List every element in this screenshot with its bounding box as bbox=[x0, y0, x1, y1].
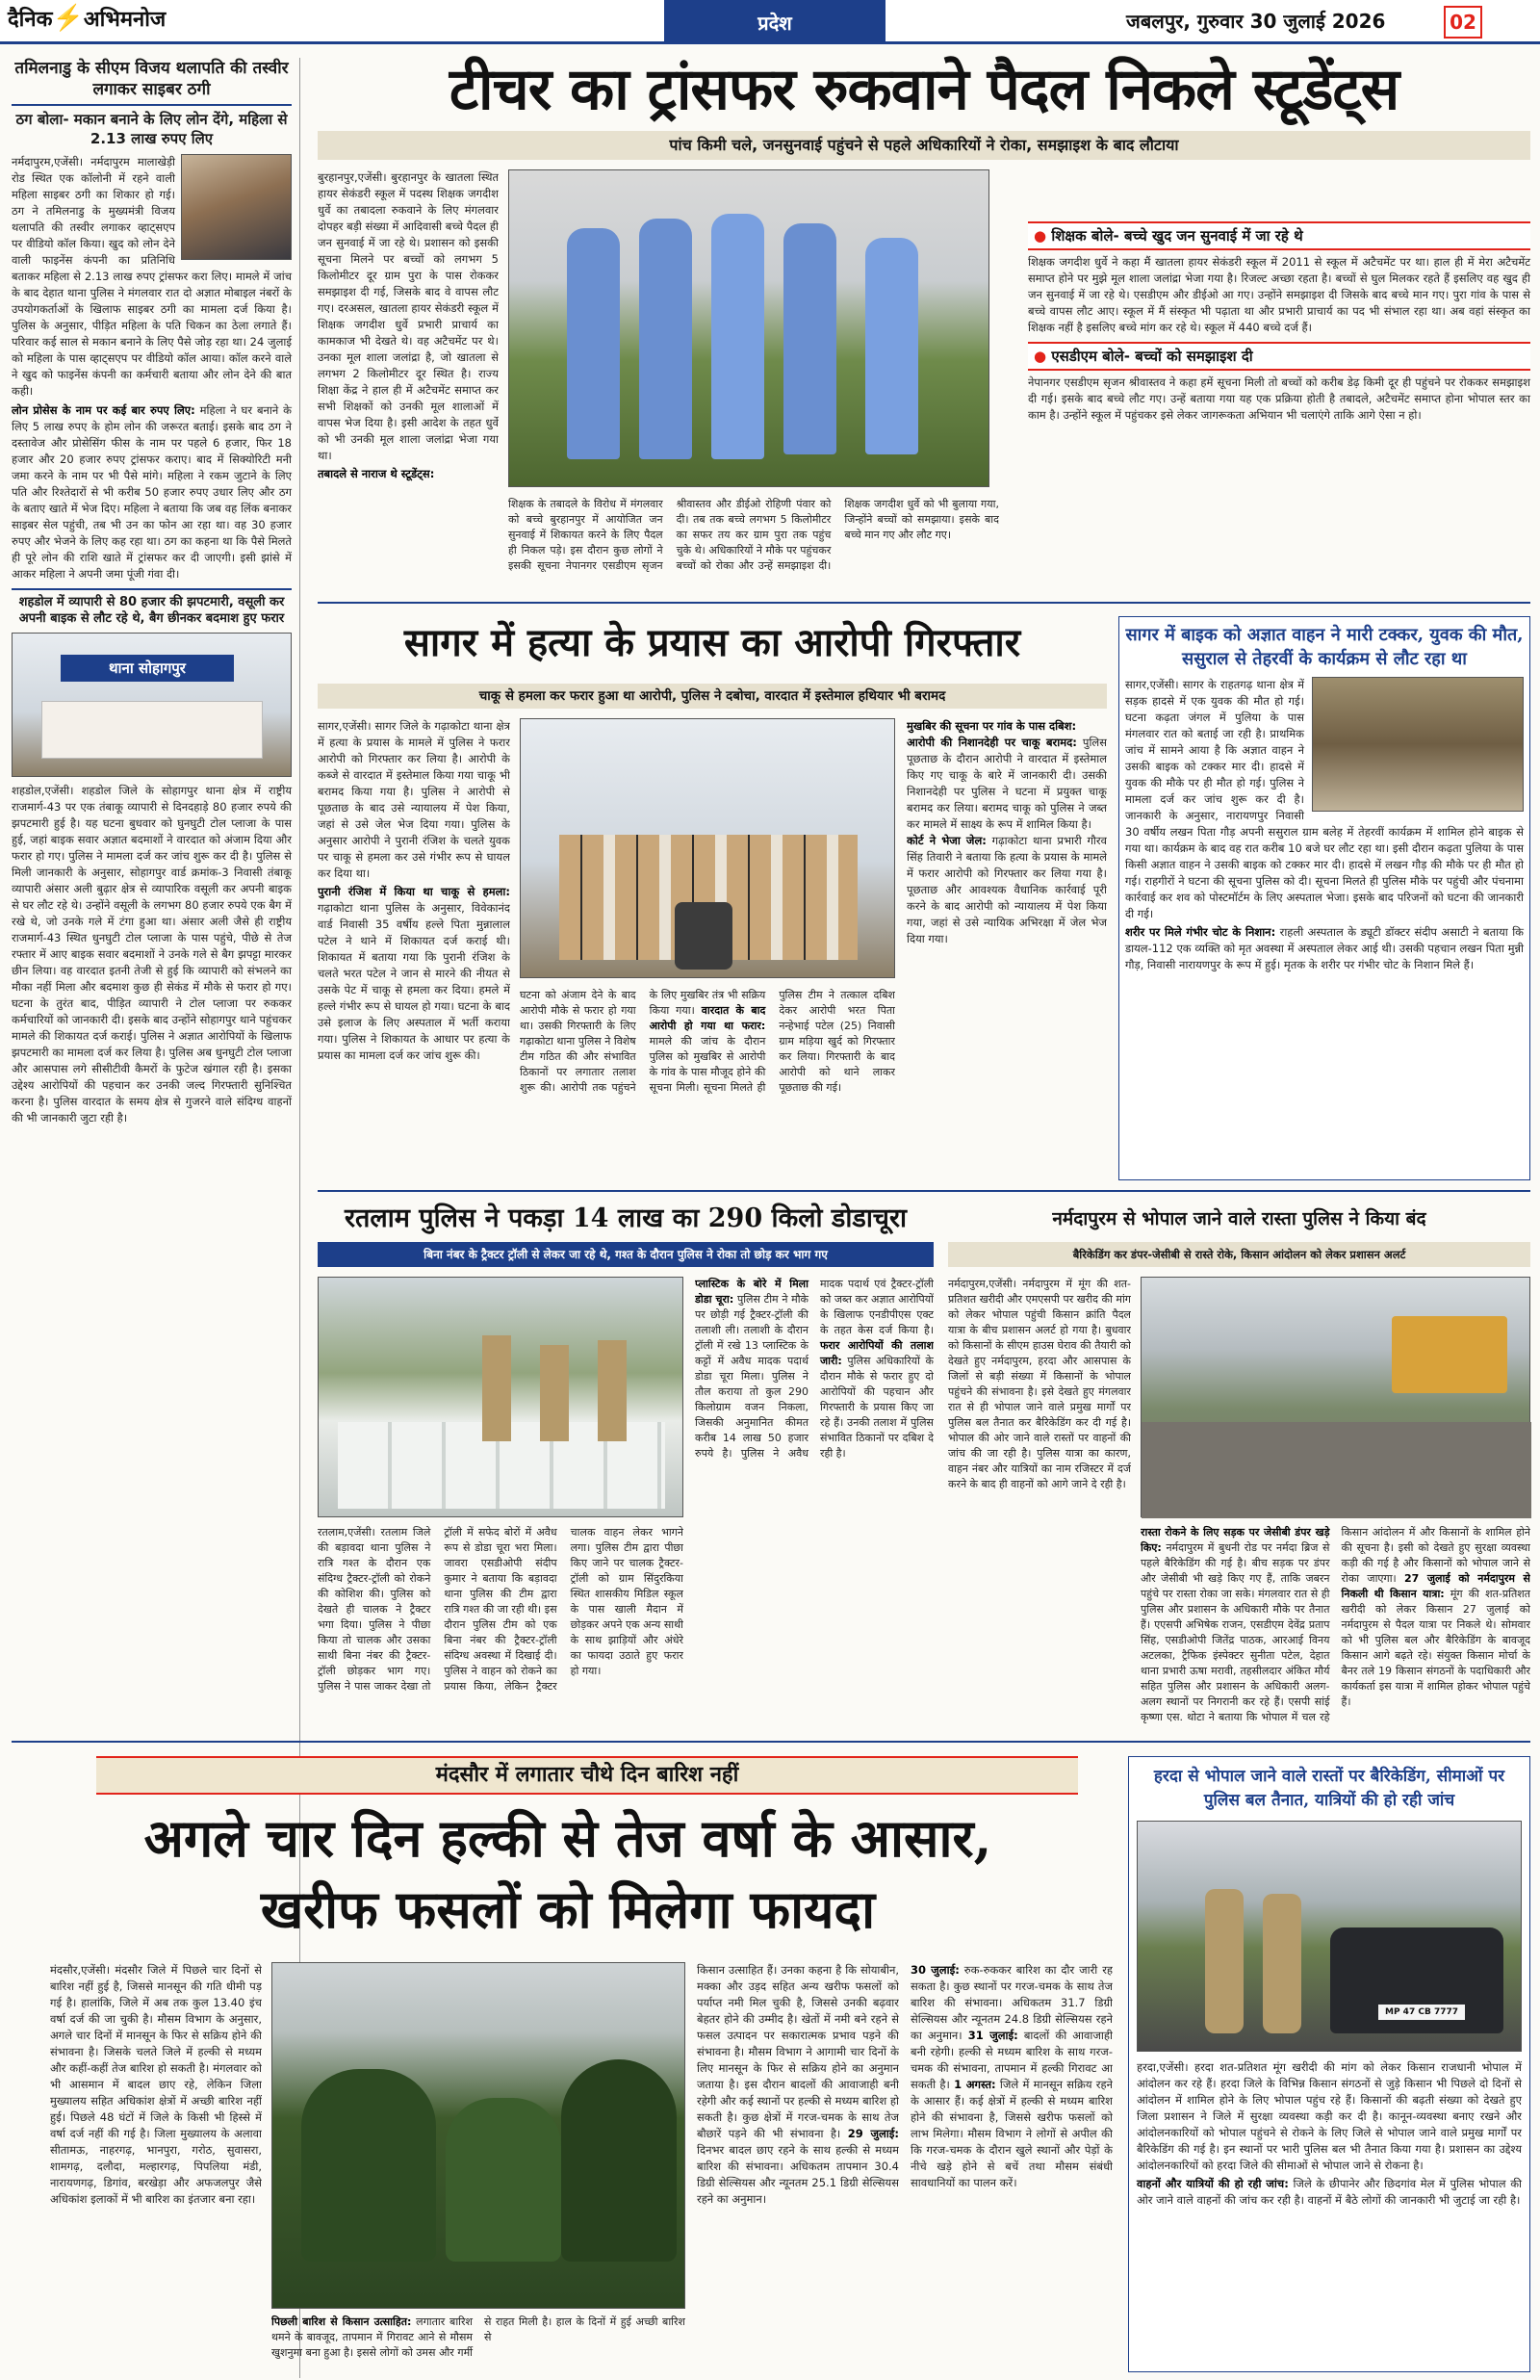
second-story-headline: शहडोल में व्यापारी से 80 हजार की झपटमारी, वसूली कर अपनी बाइक से लौट रहे थे, बैग छीनकर बदमाश हुए फरार bbox=[12, 588, 292, 627]
second-story-body: शहडोल,एजेंसी। शहडोल जिले के सोहागपुर थाना क्षेत्र में राष्ट्रीय राजमार्ग-43 पर एक तंबाकू व्यापारी से दिनदहाड़े 80 हजार रुपये की झपटमारी हुई है। यह घटना बुधवार को घुनघुटी टोल प्लाजा के पास हुई, जहां बाइक सवार अज्ञात बदमाशों ने वारदात को अंजाम दिया और फरार हो गए। पुलिस ने मामला दर्ज कर जांच शुरू कर दी है। पुलिस से मिली जानकारी के अनुसार, सोहागपुर वार्ड क्रमांक-3 निवासी तंबाकू व्यापारी अंसार अली बुढ़ार क्षेत्र से व्यापारिक वसूली कर अपनी बाइक से घर लौट रहे थे। उन्होंने वसूली के लगभग 80 हजार रुपये एक बैग में रखे थे, जो उनके गले में टंगा हुआ था। अंसार अली जैसे ही राष्ट्रीय राजमार्ग-43 स्थित धुनघुटी टोल प्लाजा के पास पहुंचे, पीछे से तेज रफ्तार में आए बाइक सवार बदमाशों ने उनके गले से बैग झपट्टा मारकर छीन लिया। वह वारदात इतनी तेजी से हुई कि व्यापारी को संभलने का मौका नहीं मिला और बदमाश कुछ ही सेकंड में मौके से फरार हो गए। घटना के तुरंत बाद, पीड़ित व्यापारी ने टोल प्लाजा पर रुककर कर्मचारियों को जानकारी दी। इसके बाद उन्होंने सोहागपुर थाने पहुंचकर मामले की शिकायत दर्ज कराई। पुलिस ने अज्ञात आरोपियों के खिलाफ झपटमारी का मामला दर्ज कर लिया है। पुलिस अब धुनघुटी टोल प्लाजा और आसपास लगे सीसीटीवी कैमरों के फुटेज खंगाल रही है। इसका उद्देश्य आरोपियों की पहचान कर उनकी जल्द गिरफ्तारी सुनिश्चित करना है। पुलिस वारदात के समय क्षेत्र से गुजरने वाले संदिग्ध वाहनों की भी जानकारी जुटा रही है। bbox=[12, 784, 292, 1125]
accident-box: सागर में बाइक को अज्ञात वाहन ने मारी टक्कर, युवक की मौत, ससुराल से तेहरवीं के कार्यक्रम से लौट रहा था सागर,एजेंसी। सागर के राहतगढ़ थाना क्षेत्र में सड़क हादसे में एक युवक की मौत हो गई। घटना कढ़ता जंगल में पुलिया के पास मंगलवार रात को बताई जा रही है। प्राथमिक जांच में सामने आया है कि अज्ञात वाहन ने उसकी बाइक को टक्कर मार दी। हादसे में युवक की मौके पर ही मौत हो गई। पुलिस ने मामला दर्ज कर जांच शुरू कर दी है। जानकारी के अनुसार, नारायणपुर निवासी 30 वर्षीय लखन पिता गौड़ अपनी ससुराल ग्राम बलेह में तेहरवीं कार्यक्रम में शामिल होने बाइक से गया था। कार्यक्रम के बाद वह रात करीब 10 बजे घर लौट रहा था। इसी दौरान कढ़ता पुलिया के पास किसी अज्ञात वाहन ने उसकी बाइक को टक्कर मार दी। हादसे में लखन गौड़ की मौके पर ही मौत हो गई। राहगीरों ने घटना की सूचना पुलिस को दी। सूचना मिलते ही पुलिस मौके पर पहुंची और पंचनामा कार्रवाई कर शव को पोस्टमॉर्टम के लिए अस्पताल भेजा। इसके बाद परिजनों को घटना की जानकारी दी गई। शरीर पर मिले गंभीर चोट के निशान: राहली अस्पताल के ड्यूटी डॉक्टर संदीप असाटी ने बताया कि डायल-112 एक व्यक्ति को मृत अवस्था में अस्पताल लेकर आई थी। उसकी पहचान लखन पिता मुन्नी गौड़, निवासी नारायणपुर के रूप में हुई। मृतक के शरीर पर गंभीर चोट के निशान मिले हैं। bbox=[1118, 616, 1530, 1180]
lightning-bolt-icon: ⚡ bbox=[52, 4, 84, 33]
police-station-photo bbox=[12, 633, 292, 777]
newspaper-logo[interactable]: दैनिक⚡अभिमनोज bbox=[8, 4, 167, 33]
sagar-column-right: मुखबिर की सूचना पर गांव के पास दबिश: आरोपी की निशानदेही पर चाकू बरामद: पुलिस पूछताछ के दौरान आरोपी ने वारदात में इस्तेमाल किए गए चाकू के बारे में जानकारी दी। उसकी निशानदेही पर पुलिस ने घटना में प्रयुक्त चाकू बरामद कर लिया। बरामद चाकू को पुलिस ने जब्त कर मामले में साक्ष्य के रूप में शामिल किया है। कोर्ट ने भेजा जेल: गढ़ाकोटा थाना प्रभारी गौरव सिंह तिवारी ने बताया कि हत्या के प्रयास के मामले में फरार आरोपी को गिरफ्तार कर लिया गया है। पूछताछ और आवश्यक वैधानिक कार्रवाई पूरी करने के बाद आरोपी को न्यायालय में पेश किया गया, जहां से उसे न्यायिक अभिरक्षा में जेल भेज दिया गया। bbox=[907, 719, 1107, 945]
accident-photo bbox=[1312, 677, 1524, 812]
narmadapuram-body-area bbox=[948, 1277, 1530, 1729]
ratlam-headline: रतलाम पुलिस ने पकड़ा 14 लाख का 290 किलो डोडाचूरा bbox=[345, 1203, 907, 1233]
mandsaur-headline-1: अगले चार दिन हल्की से तेज वर्षा के आसार, bbox=[143, 1807, 992, 1869]
dateline: जबलपुर, गुरुवार 30 जुलाई 2026 bbox=[1126, 10, 1386, 33]
top-story-strap: पांच किमी चले, जनसुनवाई पहुंचने से पहले अधिकारियों ने रोका, समझाइश के बाद लौटाया bbox=[318, 131, 1530, 160]
sdm-says-body: नेपानगर एसडीएम सृजन श्रीवास्तव ने कहा हमें सूचना मिली तो बच्चों को करीब डेढ़ किमी दूर ही पहुंचने पर रोककर समझाइश दी गई। इसके बाद बच्चे लौट गए। उन्हें बताया गया यह एक प्रक्रिया होती है तबादले, अटैचमेंट समाप्त होना भोपाल स्तर का काम है। उन्होंने स्कूल में पहुंचकर इसे लेकर जागरूकता अभियान भी चलाएंगे ताकि आगे ऐसा न हो। bbox=[1028, 375, 1530, 422]
accident-headline: सागर में बाइक को अज्ञात वाहन ने मारी टक्कर, युवक की मौत, ससुराल से तेहरवीं के कार्यक्रम से लौट रहा था bbox=[1125, 625, 1524, 669]
sagar-column-1: सागर,एजेंसी। सागर जिले के गढ़ाकोटा थाना क्षेत्र में हत्या के प्रयास के मामले में पुलिस ने फरार आरोपी को गिरफ्तार कर लिया है। आरोपी के कब्जे से वारदात में इस्तेमाल किया गया चाकू भी बरामद किया गया है। पुलिस ने आरोपी से पूछताछ के बाद उसे न्यायालय में पेश किया, जहां से उसे जेल भेज दिया गया। पुलिस के अनुसार आरोपी ने पुरानी रंजिश के चलते युवक पर चाकू से हमला कर उसे गंभीर रूप से घायल कर दिया था। पुरानी रंजिश में किया था चाकू से हमला: गढ़ाकोटा थाना पुलिस के अनुसार, विवेकानंद वार्ड निवासी 35 वर्षीय हल्ले पिता मुन्नालाल पटेल ने थाने में शिकायत दर्ज कराई थी। शिकायत में बताया गया कि पुरानी रंजिश के चलते भरत पटेल ने जान से मारने की नीयत से उसके पेट में चाकू से हमला कर दिया। हमले में हल्ले गंभीर रूप से घायल हो गया। घटना के बाद उसे इलाज के लिए अस्पताल में भर्ती कराया गया। पुलिस ने शिकायत के आधार पर हत्या के प्रयास का मामला दर्ज कर जांच शुरू की। bbox=[318, 719, 510, 1062]
seized-sacks-photo bbox=[318, 1277, 683, 1517]
mandsaur-caption: पिछली बारिश से किसान उत्साहित: लगातार बारिश थमने के बावजूद, तापमान में गिरावट आने से मौसम खुशनुमा बना हुआ है। इससे लोगों को उमस और गर्मी से राहत मिली है। हाल के दिनों में हुई अच्छी बारिश से bbox=[271, 2315, 685, 2359]
number-plate: MP 47 CB 7777 bbox=[1378, 2005, 1465, 2020]
sagar-body-area bbox=[318, 718, 1107, 1180]
top-story-body: बुरहानपुर,एजेंसी। बुरहानपुर के खातला स्थित हायर सेकंडरी स्कूल में पदस्थ शिक्षक जगदीश धुर्वे का तबादला रुकवाने के लिए मंगलवार दोपहर बड़ी संख्या में आदिवासी बच्चे पैदल ही जन सुनवाई में जा रहे थे। प्रशासन को इसकी सूचना मिलने पर बच्चों को लगभग 5 किलोमीटर दूर ग्राम पुरा के पास रोककर समझाइश दी गई, जिसके बाद वे वापस लौट गए। दरअसल, खातला हायर सेकंडरी स्कूल में शिक्षक जगदीश धुर्वे प्रभारी प्राचार्य का कामकाज भी देखते थे। वह अटैचमेंट पर थे। उनका मूल शाला जलांद्रा है, जो खातला से लगभग 2 किलोमीटर दूर स्थित है। राज्य शिक्षा केंद्र ने हाल ही में अटैचमेंट समाप्त कर सभी शिक्षकों को उनकी मूल शालाओं में वापस भेज दिया है। इसी आदेश के तहत धुर्वे को भी उनकी मूल शाला जलांद्रा भेजा गया था। bbox=[318, 170, 499, 462]
vehicle-check-photo bbox=[1137, 1821, 1522, 2052]
station-board: थाना सोहागपुर bbox=[61, 655, 234, 682]
harda-body-2: जिले के छीपानेर और छिदगांव मेल में पुलिस भोपाल की ओर जाने वाले वाहनों की जांच कर रही है। वाहनों में बैठे लोगों की जानकारी भी जुटाई जा रही है। bbox=[1137, 2177, 1523, 2207]
narmadapuram-columns-right: रास्ता रोकने के लिए सड़क पर जेसीबी डंपर खड़े किए: नर्मदापुरम में बुधनी रोड पर नर्मदा ब्रिज से पहले बैरिकेडिंग की गई है। बीच सड़क पर डंपर और जेसीबी भी खड़े किए गए हैं, ताकि जबरन पहुंचे पर रास्ता रोका जा सके। मंगलवार रात से ही पुलिस और प्रशासन के अधिकारी मौके पर तैनात हैं। एएसपी अभिषेक राजन, एसडीएम देवेंद्र प्रताप सिंह, एसडीओपी जितेंद्र पाठक, आरआई विनय अटलका, ट्रैफिक इंस्पेक्टर सुनीता पटेल, देहात थाना प्रभारी ऊषा मरावी, तहसीलदार अंकित मौर्य सहित पुलिस और प्रशासन के अधिकारी अलग-अलग स्थानों पर निगरानी कर रहे हैं। एसपी सांई कृष्णा एस. थोटा ने बताया कि भोपाल में चल रहे किसान आंदोलन में और किसानों के शामिल होने की सूचना है। इसी को देखते हुए सुरक्षा व्यवस्था कड़ी की गई है और किसानों को भोपाल जाने से रोका जाएगा। 27 जुलाई को नर्मदापुरम से निकली थी किसान यात्रा: मूंग की शत-प्रतिशत खरीदी को लेकर किसान 27 जुलाई को नर्मदापुरम से पैदल यात्रा पर निकले थे। सोमवार को भी पुलिस बल और बैरिकेडिंग के बावजूद किसान आगे बढ़ते रहे। संयुक्त किसान मोर्चा के बैनर तले 19 किसान संगठनों के पदाधिकारी और कार्यकर्ता इस यात्रा में शामिल होकर भोपाल पहुंचे हैं। bbox=[1141, 1526, 1530, 1723]
mandsaur-headline-2: खरीफ फसलों को मिलेगा फायदा bbox=[260, 1878, 876, 1940]
top-story-continuation: शिक्षक के तबादले के विरोध में मंगलवार को बच्चे बुरहानपुर में आयोजित जन सुनवाई में शिकायत करने के लिए पैदल ही निकल पड़े। इस दौरान कुछ लोगों ने इसकी सूचना नेपानगर एसडीएम सृजन श्रीवास्तव और डीईओ रोहिणी पंवार को दी। तब तक बच्चे लगभग 5 किलोमीटर का सफर तय कर ग्राम पुरा तक पहुंच चुके थे। अधिकारियों ने मौके पर पहुंचकर बच्चों को रोका और उन्हें समझाइश दी। शिक्षक जगदीश धुर्वे को भी बुलाया गया, जिन्होंने बच्चों को समझाया। इसके बाद बच्चे मान गए और लौट गए। bbox=[508, 498, 999, 572]
police-barricade-photo bbox=[1141, 1277, 1530, 1517]
divider bbox=[318, 602, 1530, 604]
cloudy-trees-photo bbox=[271, 1962, 685, 2309]
mandsaur-column-3: किसान उत्साहित हैं। उनका कहना है कि सोयाबीन, मक्का और उड़द सहित अन्य खरीफ फसलों को पर्याप्त नमी मिल चुकी है, जिससे उनकी बढ़वार बेहतर होने की उम्मीद है। खेतों में नमी बने रहने से फसल उत्पादन पर सकारात्मक प्रभाव पड़ने की संभावना है। मौसम विभाग ने आगामी चार दिनों के लिए मानसून के फिर से सक्रिय होने का अनुमान जताया है। इस दौरान बादलों की आवाजाही बनी रहेगी और कई स्थानों पर हल्की से मध्यम बारिश हो सकती है। कुछ क्षेत्रों में गरज-चमक के साथ तेज बौछारें पड़ने की भी संभावना है। 29 जुलाई: दिनभर बादल छाए रहने के साथ हल्की से मध्यम बारिश की संभावना। अधिकतम तापमान 30.4 डिग्री सेल्सियस और न्यूनतम 25.1 डिग्री सेल्सियस रहने का अनुमान। bbox=[697, 1963, 899, 2206]
bullet-icon: ● bbox=[1034, 227, 1047, 245]
harda-body: हरदा,एजेंसी। हरदा शत-प्रतिशत मूंग खरीदी की मांग को लेकर किसान राजधानी भोपाल में आंदोलन कर रहे हैं। हरदा जिले के विभिन्न किसान संगठनों से जुड़े किसान भी पिछले दो दिनों से आंदोलन में शामिल होने के लिए भोपाल पहुंच रहे हैं। किसानों की बढ़ती संख्या को देखते हुए जिला प्रशासन ने जिले में सुरक्षा व्यवस्था कड़ी कर दी है। कानून-व्यवस्था बनाए रखने और आंदोलनकारियों को भोपाल पहुंचने से रोकने के लिए जिले से भोपाल जाने वाले प्रमुख मार्गों पर बैरिकेडिंग की गई है। इन स्थानों पर भारी पुलिस बल भी तैनात किया गया है। प्रशासन का उद्देश्य आंदोलनकारियों को हरदा जिले की सीमाओं से भोपाल जाने से रोकना है। bbox=[1137, 2060, 1522, 2172]
left-story-body: नर्मदापुरम,एजेंसी। नर्मदापुरम मालाखेड़ी रोड स्थित एक कॉलोनी में रहने वाली महिला साइबर ठगी का शिकार हो गई। ठग ने तमिलनाडु के मुख्यमंत्री विजय थलापति की तस्वीर लगाकर व्हाट्सएप पर वीडियो कॉल किया। खुद को लोन देने वाली फाइनेंस कंपनी का प्रतिनिधि बताकर महिला से 2.13 लाख रुपए ट्रांसफर करा लिए। मामले में जांच के बाद देहात थाना पुलिस ने मंगलवार रात दो अज्ञात मोबाइल नंबरों के उपयोगकर्ताओं के खिलाफ साइबर ठगी का मामला दर्ज किया है। पुलिस के अनुसार, पीड़ित महिला के पति चिकन का ठेला लगाते हैं। परिवार कई साल से मकान बनाने के लिए पैसे जोड़ रहा था। 24 जुलाई को महिला के पास व्हाट्सएप पर वीडियो कॉल आया। कॉल करने वाले ने खुद को फाइनेंस कंपनी का कर्मचारी बताया और लोन देने की बात कही। bbox=[12, 155, 292, 398]
mandsaur-column-4: 30 जुलाई: रुक-रुककर बारिश का दौर जारी रह सकता है। कुछ स्थानों पर गरज-चमक के साथ तेज बारिश की संभावना। अधिकतम 31.7 डिग्री सेल्सियस और न्यूनतम 24.8 डिग्री सेल्सियस रहने का अनुमान। 31 जुलाई: बादलों की आवाजाही बनी रहेगी। हल्की से मध्यम बारिश के साथ गरज-चमक की संभावना, तापमान में हल्की गिरावट आ सकती है। 1 अगस्त: जिले में मानसून सक्रिय रहने के आसार हैं। कई क्षेत्रों में हल्की से मध्यम बारिश होने की संभावना है, जिससे खरीफ फसलों को लाभ मिलेगा। मौसम विभाग ने लोगों से अपील की कि गरज-चमक के दौरान खुले स्थानों और पेड़ों के नीचे खड़े होने से बचें तथा मौसम संबंधी सावधानियों का पालन करें। bbox=[911, 1963, 1113, 2189]
ratlam-columns-left: रतलाम,एजेंसी। रतलाम जिले की बड़ावदा थाना पुलिस ने रात्रि गश्त के दौरान एक संदिग्ध ट्रैक्टर-ट्रॉली को रोकने की कोशिश की। पुलिस को देखते ही चालक ने ट्रैक्टर भगा दिया। पुलिस ने पीछा किया तो चालक और उसका साथी बिना नंबर की ट्रैक्टर-ट्रॉली छोड़कर भाग गए। पुलिस ने पास जाकर देखा तो ट्रॉली में सफेद बोरों में अवैध रूप से डोडा चूरा भरा मिला। जावरा एसडीओपी संदीप कुमार ने बताया कि बड़ावदा थाना पुलिस की टीम द्वारा रात्रि गश्त की जा रही थी। इस दौरान पुलिस टीम को एक बिना नंबर की ट्रैक्टर-ट्रॉली संदिग्ध अवस्था में दिखाई दी। पुलिस ने वाहन को रोकने का प्रयास किया, लेकिन ट्रैक्टर चालक वाहन लेकर भागने लगा। पुलिस टीम द्वारा पीछा किए जाने पर चालक ट्रैक्टर-ट्रॉली को ग्राम सिंदुरकिया स्थित शासकीय मिडिल स्कूल के पास खाली मैदान में छोड़कर अपने एक अन्य साथी के साथ झाड़ियों और अंधेरे का फायदा उठाते हुए फरार हो गया। bbox=[318, 1526, 683, 1693]
page-number: 02 bbox=[1444, 6, 1482, 39]
left-story-subhead: लोन प्रोसेस के नाम पर कई बार रुपए लिए: bbox=[12, 403, 195, 417]
ratlam-body-area bbox=[318, 1277, 934, 1729]
mandsaur-body-area bbox=[19, 1953, 1116, 2376]
bullet-icon: ● bbox=[1034, 348, 1047, 365]
harda-box bbox=[1128, 1756, 1530, 2372]
top-story-column-1 bbox=[318, 169, 499, 593]
teacher-says-body: शिक्षक जगदीश धुर्वे ने कहा मैं खातला हायर सेकंडरी स्कूल में 2011 से स्कूल में अटैचमेंट पर था। हाल ही में मेरा अटैचमेंट समाप्त होने पर मुझे मूल शाला जलांद्रा भेजा गया है। रिजल्ट अच्छा रहता है। बच्चों से घुल मिलकर रहते हैं इसलिए वह खुद ही जन सुनवाई में जा रहे थे। एसडीएम और डीईओ आ गए। उन्होंने समझाइश दी जिसके बाद बच्चे मान गए। पुरा गांव के पास से बच्चे वापस लौट आए। स्कूल में मैं संस्कृत भी पढ़ाता था और प्रभारी प्राचार्य का पद भी संभाल रहा था। अब वहां संस्कृत का शिक्षक नहीं है इसलिए बच्चे मांग कर रहे थे। स्कूल में 440 बच्चे दर्ज हैं। bbox=[1028, 255, 1530, 334]
sdm-says-heading: ● एसडीएम बोले- बच्चों को समझाइश दी bbox=[1028, 342, 1530, 371]
sagar-headline: सागर में हत्या के प्रयास का आरोपी गिरफ्तार bbox=[403, 620, 1021, 665]
left-story-subheadline: ठग बोला- मकान बनाने के लिए लोन देंगे, महिला से 2.13 लाख रुपए लिए bbox=[15, 111, 288, 147]
divider bbox=[318, 1190, 1530, 1192]
section-label: प्रदेश bbox=[664, 0, 886, 44]
top-story-headline: टीचर का ट्रांसफर रुकवाने पैदल निकले स्टूडेंट्स bbox=[449, 56, 1399, 123]
narmadapuram-headline: नर्मदापुरम से भोपाल जाने वाले रास्ता पुलिस ने किया बंद bbox=[1052, 1208, 1426, 1229]
top-story-sidebar bbox=[1028, 221, 1530, 591]
accident-body: सागर,एजेंसी। सागर के राहतगढ़ थाना क्षेत्र में सड़क हादसे में एक युवक की मौत हो गई। घटना कढ़ता जंगल में पुलिया के पास मंगलवार रात को बताई जा रही है। प्राथमिक जांच में सामने आया है कि अज्ञात वाहन ने उसकी बाइक को टक्कर मार दी। हादसे में युवक की मौके पर ही मौत हो गई। पुलिस ने मामला दर्ज कर जांच शुरू कर दी है। जानकारी के अनुसार, नारायणपुर निवासी 30 वर्षीय लखन पिता गौड़ अपनी ससुराल ग्राम बलेह में तेहरवीं कार्यक्रम में शामिल होने बाइक से गया था। कार्यक्रम के बाद वह रात करीब 10 बजे घर लौट रहा था। इसी दौरान कढ़ता पुलिया के पास किसी अज्ञात वाहन ने उसकी बाइक को टक्कर मार दी। हादसे में लखन गौड़ की मौके पर ही मौत हो गई। राहगीरों ने घटना की सूचना पुलिस को दी। सूचना मिलते ही पुलिस मौके पर पहुंची और पंचनामा कार्रवाई कर शव को पोस्टमॉर्टम के लिए अस्पताल भेजा। इसके बाद परिजनों को घटना की जानकारी दी गई। bbox=[1125, 678, 1524, 920]
sagar-columns-middle: घटना को अंजाम देने के बाद आरोपी मौके से फरार हो गया था। उसकी गिरफ्तारी के लिए गढ़ाकोटा थाना पुलिस ने विशेष टीम गठित की और संभावित ठिकानों पर लगातार तलाश शुरू की। आरोपी तक पहुंचने के लिए मुखबिर तंत्र भी सक्रिय किया गया। वारदात के बाद आरोपी हो गया था फरार: मामले की जांच के दौरान पुलिस को मुखबिर से आरोपी के गांव के पास मौजूद होने की सूचना मिली। सूचना मिलते ही पुलिस टीम ने तत्काल दबिश देकर आरोपी भरत पिता नन्हेभाई पटेल (25) निवासी ग्राम मड़िया खुर्द को गिरफ्तार कर लिया। गिरफ्तारी के बाद आरोपी को थाने लाकर पूछताछ की गई। bbox=[520, 989, 895, 1094]
left-story-body-2: महिला ने घर बनाने के लिए 5 लाख रुपए के होम लोन की जरूरत बताई। इसके बाद ठग ने दस्तावेज और प्रोसेसिंग फीस के नाम पर पहले 6 हजार, फिर 18 हजार और 20 हजार रुपए ट्रांसफर कराए। बाद में सिक्योरिटी मनी जमा करने के नाम पर भी पैसे मांगे। महिला ने रकम जुटाने के लिए पति और रिश्तेदारों से भी करीब 50 हजार रुपए उधार लिए और ठग के बताए खाते में भेज दिए। महिला ने बताया कि जब वह लिंक बनाकर साइबर सेल पहुंची, तब भी उन का फोन आ रहा था। वह 30 हजार रुपए और भेजने के लिए कह रहा था। ठग का कहना था कि पैसे मिलते ही पूरे लोन की राशि खाते में ट्रांसफर कर दी जाएगी। इसी झांसे में आकर महिला ने अपनी जमा पूंजी गंवा दी। bbox=[12, 403, 292, 581]
divider bbox=[12, 1741, 1530, 1743]
mandsaur-kicker: मंदसौर में लगातार चौथे दिन बारिश नहीं bbox=[435, 1762, 739, 1787]
woman-photo bbox=[181, 154, 292, 260]
left-story-headline: तमिलनाडु के सीएम विजय थलापति की तस्वीर लगाकर साइबर ठगी bbox=[12, 58, 292, 106]
ratlam-strap: बिना नंबर के ट्रैक्टर ट्रॉली से लेकर जा रहे थे, गश्त के दौरान पुलिस ने रोका तो छोड़ कर भाग गए bbox=[318, 1242, 934, 1267]
ratlam-columns-right: प्लास्टिक के बोरे में मिला डोडा चूरा: पुलिस टीम ने मौके पर छोड़ी गई ट्रैक्टर-ट्रॉली की तलाशी ली। तलाशी के दौरान ट्रॉली में रखे 13 प्लास्टिक के कट्टों में अवैध मादक पदार्थ डोडा चूरा मिला। पुलिस ने तौल कराया तो कुल 290 किलोग्राम वजन निकला, जिसकी अनुमानित कीमत करीब 14 लाख 50 हजार रुपये है। पुलिस ने अवैध मादक पदार्थ एवं ट्रैक्टर-ट्रॉली को जब्त कर अज्ञात आरोपियों के खिलाफ एनडीपीएस एक्ट के तहत केस दर्ज किया है। फरार आरोपियों की तलाश जारी: पुलिस अधिकारियों के दौरान मौके से फरार हुए दो आरोपियों की पहचान और गिरफ्तारी के प्रयास किए जा रहे हैं। उनकी तलाश में पुलिस संभावित ठिकानों पर दबिश दे रही है। bbox=[695, 1278, 934, 1460]
top-story-body-area bbox=[318, 169, 1011, 593]
narmadapuram-strap: बैरिकेडिंग कर डंपर-जेसीबी से रास्ते रोके, किसान आंदोलन को लेकर प्रशासन अलर्ट bbox=[948, 1242, 1530, 1267]
harda-subhead: वाहनों और यात्रियों की हो रही जांच: bbox=[1137, 2177, 1289, 2190]
mandsaur-column-1: मंदसौर,एजेंसी। मंदसौर जिले में पिछले चार दिनों से बारिश नहीं हुई है, जिससे मानसून की गति धीमी पड़ गई है। हालांकि, जिले में अब तक कुल 13.40 इंच वर्षा दर्ज की जा चुकी है। मौसम विभाग के अनुसार, अगले चार दिनों में मानसून के फिर से सक्रिय होने की संभावना है। जिसके चलते जिले में हल्की से मध्यम और कहीं-कहीं तेज बारिश हो सकती है। मंगलवार को भी आसमान में बादल छाए रहे, लेकिन जिला मुख्यालय सहित अधिकांश क्षेत्रों में अच्छी बारिश नहीं हुई। पिछले 48 घंटों में जिले के किसी भी हिस्से में वर्षा दर्ज नहीं की गई है। जिला मुख्यालय के अलावा सीतामऊ, नाहरगढ़, भानपुरा, गरोठ, सुवासरा, शामगढ़, दलौदा, मल्हारगढ़, पिपलिया मंडी, नारायणगढ़, डिगांव, बरखेड़ा और अफजलपुर जैसे अधिकांश इलाकों में भी बारिश का इंतजार बना रहा। bbox=[50, 1963, 262, 2206]
sagar-strap: चाकू से हमला कर फरार हुआ था आरोपी, पुलिस ने दबोचा, वारदात में इस्तेमाल हथियार भी बरामद bbox=[318, 684, 1107, 709]
narmadapuram-column-1: नर्मदापुरम,एजेंसी। नर्मदापुरम में मूंग की शत-प्रतिशत खरीदी और एमएसपी पर खरीद की मांग को लेकर भोपाल पहुंची किसान क्रांति पैदल यात्रा के बीच प्रशासन अलर्ट हो गया है। बुधवार को किसानों के सीएम हाउस घेराव की तैयारी को देखते हुए नर्मदापुरम, हरदा और आसपास के जिलों से बड़ी संख्या में किसानों के भोपाल पहुंचने की संभावना है। इसे देखते हुए मंगलवार रात से ही भोपाल जाने वाले प्रमुख मार्गों पर पुलिस बल तैनात कर बैरिकेडिंग कर दी गई है। भोपाल की ओर जाने वाले रास्तों पर वाहनों की जांच की जा रही है। पुलिस यात्रा का कारण, वाहन नंबर और यात्रियों का नाम रजिस्टर में दर्ज करने के बाद ही वाहनों को आगे जाने दे रही है। bbox=[948, 1278, 1131, 1490]
harda-headline: हरदा से भोपाल जाने वाले रास्तों पर बैरिकेडिंग, सीमाओं पर पुलिस बल तैनात, यात्रियों की हो रही जांच bbox=[1153, 1767, 1505, 1810]
top-story-subhead: तबादले से नाराज थे स्टूडेंट्स: bbox=[318, 467, 435, 480]
police-team-photo bbox=[520, 718, 895, 978]
students-walking-photo bbox=[508, 169, 989, 487]
teacher-says-heading: ● शिक्षक बोले- बच्चे खुद जन सुनवाई में जा रहे थे bbox=[1028, 221, 1530, 250]
